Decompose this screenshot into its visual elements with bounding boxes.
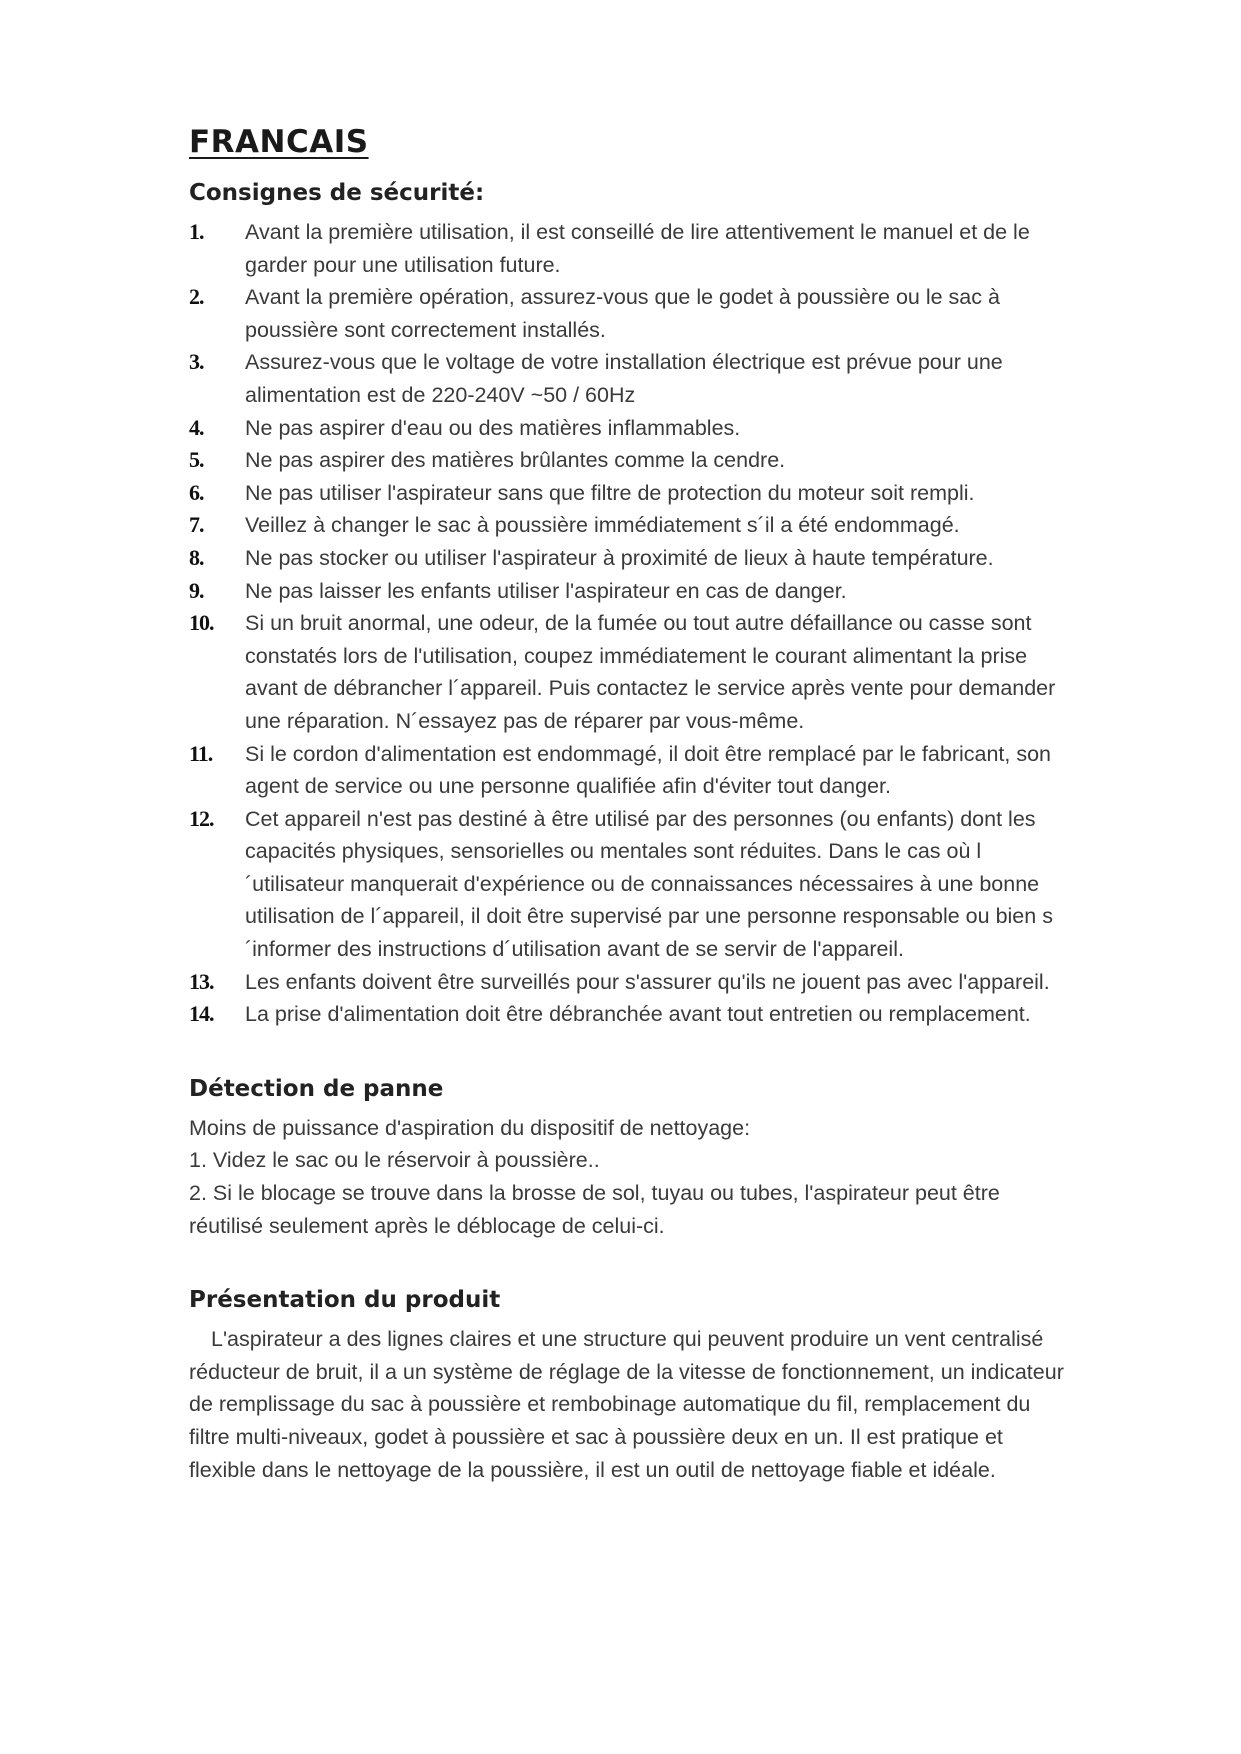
item-text: La prise d'alimentation doit être débranchée avant tout entretien ou remplacement. xyxy=(245,1002,1031,1027)
list-item xyxy=(189,966,1069,999)
list-item xyxy=(189,346,1069,411)
list-item xyxy=(189,509,1069,542)
safety-heading: Consignes de sécurité: xyxy=(189,180,485,206)
item-text: Cet appareil n'est pas destiné à être utilisé par des personnes (ou enfants) dont les capacités physiques, sensorielles ou mentales sont réduites. Dans le cas où l´utilisateur manquerait d'expérience ou de connaissances nécessaires à une bonne utilisation de l´appareil, il doit être supervisé par une personne responsable ou bien s´informer des instructions d´utilisation avant de se servir de l'appareil. xyxy=(245,806,1053,962)
item-number: 4. xyxy=(189,414,204,440)
item-number: 6. xyxy=(189,479,204,505)
item-number: 11. xyxy=(189,740,213,766)
troubleshooting-step-2: 2. Si le blocage se trouve dans la brosse de sol, tuyau ou tubes, l'aspirateur peut être réutilisé seulement après le déblocage de celui-ci. xyxy=(189,1181,1000,1238)
item-number: 8. xyxy=(189,544,204,570)
product-heading: Présentation du produit xyxy=(189,1287,501,1314)
item-text: Ne pas utiliser l'aspirateur sans que filtre de protection du moteur soit rempli. xyxy=(245,480,975,505)
item-number: 13. xyxy=(189,968,214,994)
item-number: 10. xyxy=(189,610,214,636)
item-text: Les enfants doivent être surveillés pour s'assurer qu'ils ne jouent pas avec l'appareil. xyxy=(245,969,1050,994)
list-item xyxy=(189,575,1069,608)
item-number: 3. xyxy=(189,349,204,375)
page-title: FRANCAIS xyxy=(189,124,369,160)
item-text: Ne pas aspirer des matières brûlantes comme la cendre. xyxy=(245,448,786,473)
list-item xyxy=(189,542,1069,575)
list-item xyxy=(189,281,1069,346)
list-item xyxy=(189,738,1069,803)
item-text: Si un bruit anormal, une odeur, de la fumée ou tout autre défaillance ou casse sont constatés lors de l'utilisation, coupez immédiatement le courant alimentant la prise avant de débrancher l´appareil. Puis contactez le service après vente pour demander une réparation. N´essayez pas de réparer par vous-même. xyxy=(245,611,1056,733)
troubleshooting-step-1: 1. Videz le sac ou le réservoir à poussière.. xyxy=(189,1148,600,1173)
item-number: 14. xyxy=(189,1001,214,1027)
item-number: 9. xyxy=(189,577,204,603)
item-number: 1. xyxy=(189,219,204,244)
item-text: Veillez à changer le sac à poussière immédiatement s´il a été endommagé. xyxy=(245,513,960,538)
list-item xyxy=(189,216,1069,281)
list-item xyxy=(189,412,1069,445)
item-text: Ne pas laisser les enfants utiliser l'aspirateur en cas de danger. xyxy=(245,578,847,603)
document-page xyxy=(189,122,1069,1486)
list-item xyxy=(189,803,1069,966)
section-spacer xyxy=(189,1031,1069,1072)
item-text: Ne pas aspirer d'eau ou des matières inflammables. xyxy=(245,415,741,440)
list-item xyxy=(189,998,1069,1031)
list-item xyxy=(189,444,1069,477)
item-text: Ne pas stocker ou utiliser l'aspirateur à proximité de lieux à haute température. xyxy=(245,545,994,570)
safety-list xyxy=(189,216,1069,1031)
item-text: Avant la première utilisation, il est conseillé de lire attentivement le manuel et de le garder pour une utilisation future. xyxy=(245,220,1030,277)
troubleshooting-heading: Détection de panne xyxy=(189,1075,444,1102)
item-text: Assurez-vous que le voltage de votre installation électrique est prévue pour une alimentation est de 220-240V ~50 / 60Hz xyxy=(245,350,1003,407)
item-number: 2. xyxy=(189,284,204,310)
product-description: L'aspirateur a des lignes claires et une structure qui peuvent produire un vent centralisé réducteur de bruit, il a un système de réglage de la vitesse de fonctionnement, un indicateur de remplissage du sac à poussière et rembobinage automatique du fil, remplacement du filtre multi-niveaux, godet à poussière et sac à poussière deux en un. Il est pratique et flexible dans le nettoyage de la poussière, il est un outil de nettoyage fiable et idéale. xyxy=(189,1327,1064,1482)
troubleshooting-intro: Moins de puissance d'aspiration du dispositif de nettoyage: xyxy=(189,1115,751,1140)
item-text: Avant la première opération, assurez-vous que le godet à poussière ou le sac à poussière sont correctement installés. xyxy=(245,285,1000,342)
item-text: Si le cordon d'alimentation est endommagé, il doit être remplacé par le fabricant, son agent de service ou une personne qualifiée afin d'éviter tout danger. xyxy=(245,741,1052,799)
item-number: 7. xyxy=(189,512,204,538)
list-item xyxy=(189,607,1069,737)
list-item xyxy=(189,477,1069,510)
item-number: 5. xyxy=(189,447,204,473)
section-spacer xyxy=(189,1242,1069,1283)
item-number: 12. xyxy=(189,805,214,831)
